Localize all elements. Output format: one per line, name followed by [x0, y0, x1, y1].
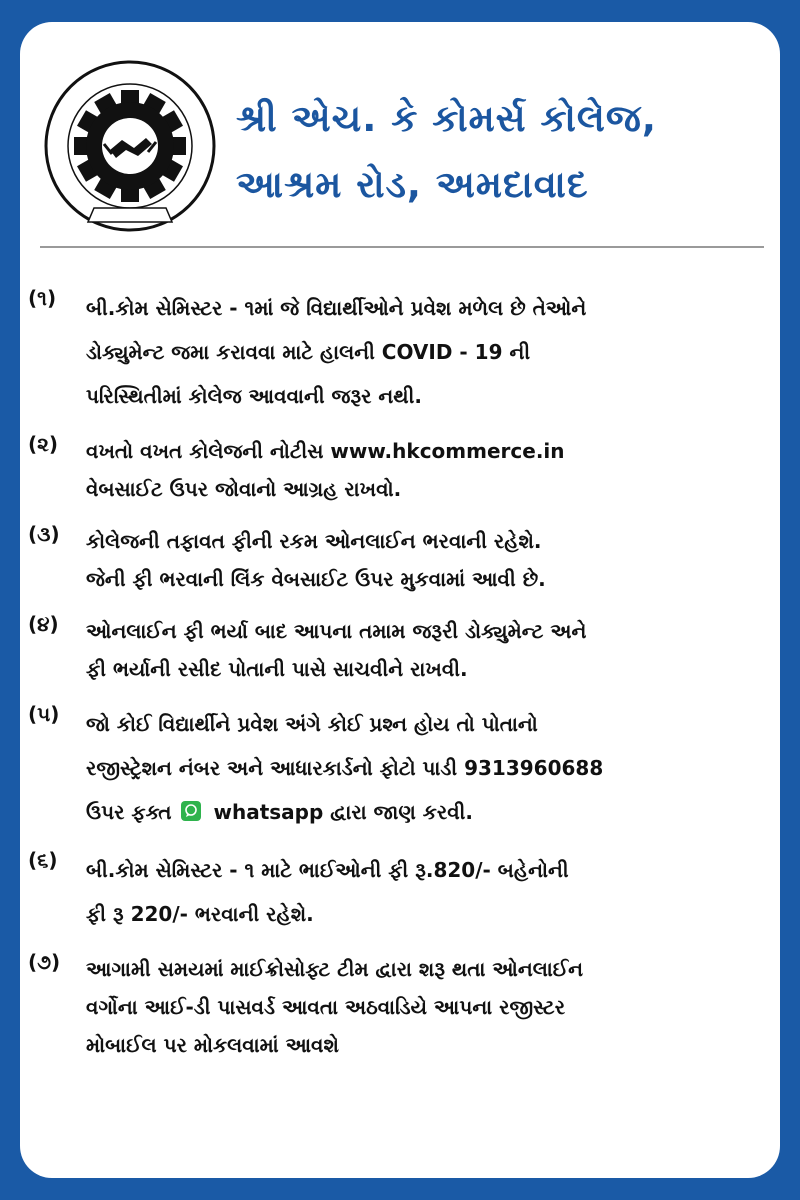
notice-line: પરિસ્થિતીમાં કોલેજ આવવાની જરૂર નથી. — [86, 384, 422, 408]
notice-line: વેબસાઈટ ઉપર જોવાનો આગ્રહ રાખવો. — [86, 477, 402, 501]
notice-text: whatsapp દ્વારા જાણ કરવી. — [213, 800, 473, 824]
notice-line: ઓનલાઈન ફી ભર્યા બાદ આપના તમામ જરૂરી ડોક્યુમેન્ટ અને — [86, 619, 587, 643]
notice-item — [20, 950, 780, 1064]
whatsapp-icon — [181, 801, 201, 821]
notice-item — [20, 612, 780, 688]
notice-item — [20, 432, 780, 508]
notice-line: રજીસ્ટ્રેશન નંબર અને આધારકાર્ડનો ફોટો પાડી 9313960688 — [86, 756, 604, 780]
title-line-1: શ્રી એચ. કે કોમર્સ કોલેજ, — [236, 97, 657, 140]
notice-line: ફી રૂ 220/- ભરવાની રહેશે. — [86, 902, 314, 926]
notice-line: વર્ગોના આઈ-ડી પાસવર્ડ આવતા અઠવાડિયે આપના રજીસ્ટર — [86, 995, 566, 1019]
notice-line: આગામી સમયમાં માઈક્રોસોફ્ટ ટીમ દ્વારા શરૂ થતા ઓનલાઈન — [86, 957, 584, 981]
notice-text: ઉપર ફક્ત — [86, 800, 172, 824]
notice-number: (૫) — [28, 702, 60, 726]
notice-item — [20, 522, 780, 598]
notice-number: (૩) — [28, 522, 60, 546]
notice-number: (૨) — [28, 432, 59, 456]
college-logo-icon — [42, 58, 218, 234]
notice-line: બી.કોમ સેમિસ્ટર - ૧માં જે વિદ્યાર્થીઓને પ્રવેશ મળેલ છે તેઓને — [86, 296, 587, 320]
notice-list — [20, 286, 780, 1078]
notice-item — [20, 286, 780, 418]
notice-line: બી.કોમ સેમિસ્ટર - ૧ માટે ભાઈઓની ફી રૂ.820/- બહેનોની — [86, 858, 569, 882]
notice-card — [20, 22, 780, 1178]
notice-number: (૪) — [28, 612, 59, 636]
notice-line: જેની ફી ભરવાની લિંક વેબસાઈટ ઉપર મુકવામાં આવી છે. — [86, 567, 546, 591]
page-title — [236, 86, 776, 218]
notice-line: ડોક્યુમેન્ટ જમા કરાવવા માટે હાલની COVID - 19 ની — [86, 340, 531, 364]
notice-number: (૭) — [28, 950, 61, 974]
notice-line: જો કોઈ વિદ્યાર્થીને પ્રવેશ અંગે કોઈ પ્રશ્ન હોય તો પોતાનો — [86, 712, 538, 736]
title-line-2: આશ્રમ રોડ, અમદાવાદ — [236, 163, 589, 206]
header-divider — [40, 246, 764, 248]
notice-line: વખતો વખત કોલેજની નોટીસ www.hkcommerce.in — [86, 439, 565, 463]
header — [20, 22, 780, 242]
notice-line: ફી ભર્યાની રસીદ પોતાની પાસે સાચવીને રાખવી. — [86, 657, 468, 681]
notice-item — [20, 702, 780, 834]
notice-item — [20, 848, 780, 936]
notice-line: કોલેજની તફાવત ફીની રકમ ઓનલાઈન ભરવાની રહેશે. — [86, 529, 542, 553]
notice-number: (૧) — [28, 286, 57, 310]
notice-line: મોબાઈલ પર મોકલવામાં આવશે — [86, 1033, 339, 1057]
notice-line — [86, 790, 780, 834]
notice-number: (૬) — [28, 848, 58, 872]
